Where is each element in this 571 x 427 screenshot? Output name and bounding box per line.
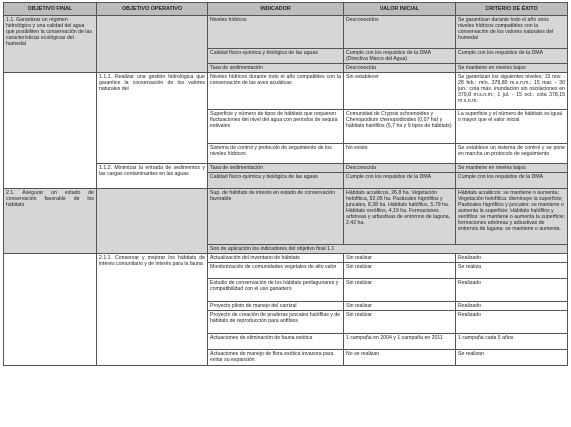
objetivo-final-cell: 1.1. Garantizar un régimen hidrológico y una calidad del agua que posibiliten la conservación de las características ecológicas del humedal [4, 16, 97, 73]
table-row [4, 73, 568, 110]
indicador-cell: Sistema de control y protocolo de seguimiento de los niveles hídricos [208, 144, 344, 164]
header-criterio-exito: CRITERIO DE ÉXITO [456, 3, 568, 16]
valor-inicial-cell: Sin realizar [344, 279, 456, 302]
objetivo-operativo-cell [97, 16, 208, 73]
criterio-exito-cell: Realizado [456, 279, 568, 302]
header-objetivo-final: OBJETIVO FINAL [4, 3, 97, 16]
objetivo-operativo-cell [97, 189, 208, 254]
indicador-cell: Proyecto piloto de manejo del carrizal [208, 302, 344, 311]
objetivo-operativo-cell: 2.1.1. Conservar y mejorar los hábitats de interés comunitario y de interés para la fauna [97, 254, 208, 366]
objectives-table [3, 2, 568, 366]
valor-inicial-cell: Desconocida [344, 164, 456, 173]
criterio-exito-cell: Realizado [456, 302, 568, 311]
criterio-exito-cell: Se realizan [456, 350, 568, 366]
criterio-exito-cell: 1 campaña cada 5 años [456, 334, 568, 350]
objetivo-final-cell [4, 254, 97, 366]
indicador-cell: Sup. de hábitats de interés en estado de conservación favorable [208, 189, 344, 245]
criterio-exito-cell: Se garantizan los siguientes niveles: 15 nov. - 28 feb.: mín. 378,80 m.s.n.m.; 15 mar. - 30 jun.: cota máx. inundación sin oscilaciones en 379,8 m.s.n.m.; 1 jul. - 15 oct.: cota 378,15 m.s.n.m. [456, 73, 568, 110]
valor-inicial-cell: Comunidad de Crypsis schoenoides y Chenopodium chenopodioides (0,07 ha) y hábitats halófilos (5,7 ha y 9 tipos de hábitats) [344, 110, 456, 144]
valor-inicial-cell: Sin realizar [344, 311, 456, 334]
table-header-row [4, 3, 568, 16]
valor-inicial-cell: Hábitats acuáticos, 26,8 ha. Vegetación helofítica, 52,05 ha. Pastizales higrófilos y juncales, 8,38 ha. Hábitats halófilos, 5,79 ha. Hábitats xerófilos, 4,19 ha. Formaciones arbóreas y arbustivas de entornos de laguna, 2,42 ha. [344, 189, 456, 245]
table-row [4, 254, 568, 263]
valor-inicial-cell: Desconocida [344, 64, 456, 73]
valor-inicial-cell: Sin establecer [344, 73, 456, 110]
header-indicador: INDICADOR [208, 3, 344, 16]
criterio-exito-cell: Se mantiene en niveles bajos [456, 164, 568, 173]
valor-inicial-cell: Cumple con los requisitos de la DMA (Directiva Marco del Agua) [344, 49, 456, 64]
indicador-cell: Actuaciones de eliminación de fauna exótica [208, 334, 344, 350]
indicador-cell: Calidad físico-química y biológica de las aguas [208, 49, 344, 64]
indicador-cell: Calidad físico-química y biológica de las aguas [208, 173, 344, 189]
valor-inicial-cell: Sin realizar [344, 263, 456, 279]
valor-inicial-cell: Desconocidos [344, 16, 456, 49]
note-cell: Son de aplicación los indicadores del objetivo final 1.1 [208, 245, 568, 254]
table-row [4, 189, 568, 245]
criterio-exito-cell: Se garantizan durante todo el año unos niveles hídricos compatibles con la conservación de los valores naturales del humedal [456, 16, 568, 49]
criterio-exito-cell: Cumple con los requisitos de la DMA [456, 49, 568, 64]
table-row [4, 16, 568, 49]
indicador-cell: Superficie y número de tipos de hábitats que requieren fluctuaciones del nivel del agua con periodos de sequía estivales [208, 110, 344, 144]
criterio-exito-cell: Cumple con los requisitos de la DMA [456, 173, 568, 189]
indicador-cell: Actualización del inventario de hábitats [208, 254, 344, 263]
indicador-cell: Tasa de sedimentación [208, 164, 344, 173]
objetivo-operativo-cell: 1.1.1. Realizar una gestión hidrológica que garantice la conservación de los valores naturales del [97, 73, 208, 164]
criterio-exito-cell: La superficie y el número de hábitats es igual o mayor que el valor inicial [456, 110, 568, 144]
valor-inicial-cell: No se realizan [344, 350, 456, 366]
indicador-cell: Monitorización de comunidades vegetales de alto valor [208, 263, 344, 279]
indicador-cell: Niveles hídricos [208, 16, 344, 49]
objetivo-operativo-cell: 1.1.2. Minimizar la entrada de sedimentos y las cargas contaminantes en las aguas [97, 164, 208, 189]
valor-inicial-cell: Sin realizar [344, 254, 456, 263]
indicador-cell: Proyecto de creación de praderas juncales halófilas y de hábitats de reproducción para anfibios [208, 311, 344, 334]
criterio-exito-cell: Hábitats acuáticos: se mantiene o aumenta; Vegetación helofítica: disminuye la superficie; Pastizales higrófilos y juncales: se mantiene o aumenta la superficie; Hábitats halófilos y xerófilos: se mantiene o aumenta la superficie; formaciones arbóreas y arbustivas de entornos de laguna: se mantiene o aumenta. [456, 189, 568, 245]
valor-inicial-cell: Sin realizar [344, 302, 456, 311]
indicador-cell: Tasa de sedimentación [208, 64, 344, 73]
criterio-exito-cell: Se establece un sistema de control y se pone en marcha un protocolo de seguimiento [456, 144, 568, 164]
criterio-exito-cell: Realizado [456, 254, 568, 263]
objetivo-final-cell: 2.1. Asegurar un estado de conservación favorable de los hábitats [4, 189, 97, 254]
valor-inicial-cell: Cumple con los requisitos de la DMA [344, 173, 456, 189]
indicador-cell: Estudio de conservación de los hábitats perilagunares y compatibilidad con el uso ganadero [208, 279, 344, 302]
header-objetivo-operativo: OBJETIVO OPERATIVO [97, 3, 208, 16]
valor-inicial-cell: No existe [344, 144, 456, 164]
indicador-cell: Actuaciones de manejo de flora exótica invasora para evitar su expansión [208, 350, 344, 366]
objetivo-final-cell [4, 73, 97, 189]
criterio-exito-cell: Realizado [456, 311, 568, 334]
criterio-exito-cell: Se realiza [456, 263, 568, 279]
criterio-exito-cell: Se mantiene en niveles bajos [456, 64, 568, 73]
header-valor-inicial: VALOR INICIAL [344, 3, 456, 16]
valor-inicial-cell: 1 campaña en 2004 y 1 campaña en 2011 [344, 334, 456, 350]
indicador-cell: Niveles hídricos durante todo el año compatibles con la conservación de las aves acuáticas [208, 73, 344, 110]
